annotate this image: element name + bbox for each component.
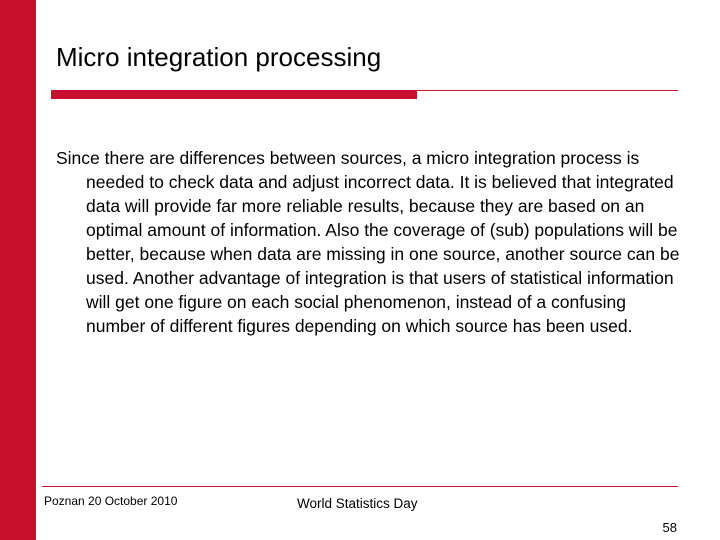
title-underline-thick — [51, 91, 417, 99]
slide-body-paragraph: Since there are differences between sources, a micro integration process is needed to check data and adjust incorrect data. It is believed that integrated data will provide far more reliable results, because they are based on an optimal amount of information. Also the coverage of (sub) populations will be better, because when data are missing in one source, another source can be used. Another advantage of integration is that users of statistical information will get one figure on each social phenomenon, instead of a confusing number of different figures depending on which source has been used. — [56, 148, 680, 336]
slide-title: Micro integration processing — [56, 42, 382, 72]
left-accent-bar — [0, 0, 36, 540]
footer-divider — [42, 486, 678, 487]
footer-event-name: World Statistics Day — [297, 496, 418, 511]
page-number: 58 — [662, 520, 677, 535]
footer-date-location: Poznan 20 October 2010 — [44, 494, 178, 508]
